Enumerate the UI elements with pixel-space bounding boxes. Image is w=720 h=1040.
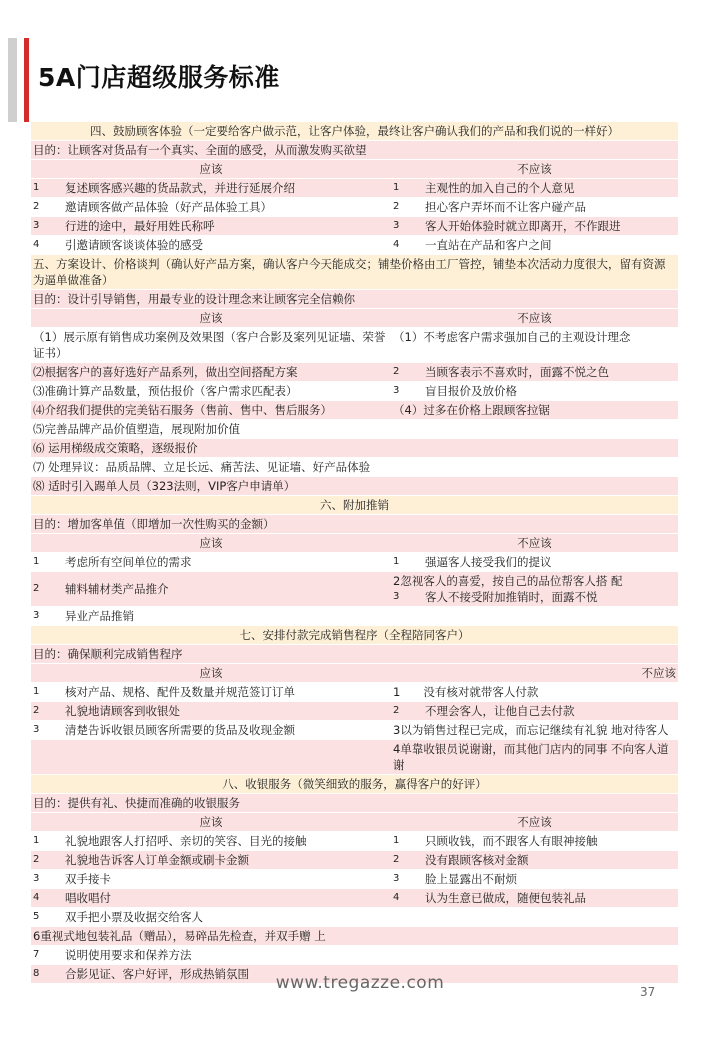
should-not-cell xyxy=(391,832,678,850)
item-number: 1 xyxy=(393,182,400,193)
should-not-cell xyxy=(391,851,678,869)
table-row xyxy=(31,832,678,851)
purpose-text: 五、方案设计、价格谈判（确认好产品方案，确认客户今天能成交；铺垫价格由工厂管控，铺垫本次活动力度很大，留有资源为逼单做准备） xyxy=(33,257,666,287)
item-text: 6重视式地包装礼品（赠品），易碎品先检查，并双手赠 上 xyxy=(33,929,326,943)
column-header-should-not: 不应该 xyxy=(517,536,552,550)
should-cell xyxy=(31,477,391,495)
item-text xyxy=(393,928,676,944)
item-text: 2忽视客人的喜爱，按自己的品位帮客人搭 配 xyxy=(393,574,623,588)
table-row xyxy=(31,496,678,515)
should-cell xyxy=(31,946,391,964)
item-text xyxy=(393,909,676,925)
table-row xyxy=(31,607,678,626)
should-not-cell xyxy=(391,927,678,945)
table-row xyxy=(31,721,678,740)
should-not-cell xyxy=(391,870,678,888)
item-line xyxy=(393,589,676,605)
item-number: 3 xyxy=(393,873,400,884)
column-header-should: 应该 xyxy=(199,815,223,829)
item-number: 2 xyxy=(33,583,40,594)
table-row xyxy=(31,794,678,813)
should-not-cell xyxy=(391,908,678,926)
should-not-cell xyxy=(391,198,678,216)
item-text: 认为生意已做成，随便包装礼品 xyxy=(425,891,586,905)
item-text xyxy=(393,440,676,456)
item-text xyxy=(393,608,676,624)
should-cell xyxy=(31,607,391,625)
item-text: 强逼客人接受我们的提议 xyxy=(425,555,552,569)
table-row xyxy=(31,382,678,401)
item-number: 7 xyxy=(33,949,40,960)
item-text: 清楚告诉收银员顾客所需要的货品及收现金额 xyxy=(65,723,295,737)
table-row xyxy=(31,515,678,534)
table-row xyxy=(31,572,678,607)
should-cell xyxy=(31,179,391,197)
item-number: 3 xyxy=(393,591,400,602)
should-not-cell xyxy=(391,702,678,720)
table-row xyxy=(31,198,678,217)
item-text: 考虑所有空间单位的需求 xyxy=(65,555,192,569)
item-text xyxy=(393,459,676,475)
should-cell xyxy=(31,702,391,720)
should-cell xyxy=(31,363,391,381)
table-row xyxy=(31,290,678,309)
table-row xyxy=(31,927,678,946)
table-row xyxy=(31,813,678,832)
item-text: 4单靠收银员说谢谢，而其他门店内的同事 不向客人道谢 xyxy=(393,742,669,772)
should-cell xyxy=(31,217,391,235)
should-not-cell xyxy=(391,458,678,476)
should-cell xyxy=(31,420,391,438)
table-row xyxy=(31,458,678,477)
should-not-cell xyxy=(391,420,678,438)
item-text: ⑶准确计算产品数量，预估报价（客户需求匹配表） xyxy=(33,384,298,398)
page-title: 5A门店超级服务标准 xyxy=(38,63,280,92)
should-not-cell xyxy=(391,236,678,254)
item-text: 3以为销售过程已完成，而忘记继续有礼貌 地对待客人 xyxy=(393,723,669,737)
item-text: 1 没有核对就带客人付款 xyxy=(393,685,539,699)
table-row xyxy=(31,870,678,889)
item-number: 3 xyxy=(33,220,40,231)
item-text: ⑷介绍我们提供的完美钻石服务（售前、售中、售后服务） xyxy=(33,403,332,417)
should-cell xyxy=(31,553,391,571)
table-row xyxy=(31,702,678,721)
item-text: 双手接卡 xyxy=(65,872,111,886)
table-row xyxy=(31,420,678,439)
should-not-cell xyxy=(391,179,678,197)
table-row xyxy=(31,889,678,908)
column-header-should-not: 不应该 xyxy=(517,815,552,829)
page-number: 37 xyxy=(640,985,656,999)
item-number: 1 xyxy=(33,182,40,193)
should-cell xyxy=(31,236,391,254)
purpose-text: 目的：提供有礼、快捷而准确的收银服务 xyxy=(33,796,240,810)
item-text: ⑻ 适时引入踢单人员（323法则，VIP客户申请单） xyxy=(33,479,296,493)
table-row xyxy=(31,740,678,775)
should-cell xyxy=(31,851,391,869)
table-row xyxy=(31,141,678,160)
table-row xyxy=(31,439,678,458)
item-number: 1 xyxy=(393,835,400,846)
item-text: 担心客户弄坏而不让客户碰产品 xyxy=(425,200,586,214)
item-text: 说明使用要求和保养方法 xyxy=(65,948,192,962)
should-cell xyxy=(31,382,391,400)
item-text: 一直站在产品和客户之间 xyxy=(425,238,552,252)
should-not-cell xyxy=(391,946,678,964)
should-cell xyxy=(31,458,391,476)
item-text: ⑸完善品牌产品价值塑造，展现附加价值 xyxy=(33,422,240,436)
item-text: 辅料辅材类产品推介 xyxy=(65,582,169,596)
item-text: 不理会客人，让他自己去付款 xyxy=(425,704,575,718)
column-header-should: 应该 xyxy=(199,162,223,176)
should-cell xyxy=(31,328,391,362)
table-row xyxy=(31,946,678,965)
table-row xyxy=(31,626,678,645)
item-number: 3 xyxy=(33,873,40,884)
column-header-should-not: 不应该 xyxy=(517,162,552,176)
item-text: 客人开始体验时就立即离开，不作跟进 xyxy=(425,219,621,233)
item-text: 邀请顾客做产品体验（好产品体验工具） xyxy=(65,200,272,214)
item-text: 礼貌地请顾客到收银处 xyxy=(65,704,180,718)
decor-gray-bar xyxy=(8,38,17,122)
should-not-cell xyxy=(391,477,678,495)
should-not-cell xyxy=(391,401,678,419)
table-row xyxy=(31,683,678,702)
item-text: ⑹ 运用梯级成交策略，逐级报价 xyxy=(33,441,198,455)
item-number: 3 xyxy=(33,724,40,735)
item-text: （1）展示原有销售成功案例及效果图（客户合影及案列见证墙、荣誉证书） xyxy=(33,330,386,360)
should-not-cell xyxy=(391,217,678,235)
item-number: 3 xyxy=(33,610,40,621)
item-text: 异业产品推销 xyxy=(65,609,134,623)
table-row xyxy=(31,534,678,553)
column-header-should: 应该 xyxy=(199,666,223,680)
should-not-cell xyxy=(391,382,678,400)
should-not-cell xyxy=(391,607,678,625)
item-text: 盲目报价及放价格 xyxy=(425,384,517,398)
item-number: 2 xyxy=(33,705,40,716)
table-row xyxy=(31,851,678,870)
table-row xyxy=(31,160,678,179)
column-header-should-not: 不应该 xyxy=(517,311,552,325)
item-number: 4 xyxy=(33,892,40,903)
should-not-cell xyxy=(391,572,678,606)
item-text: 主观性的加入自己的个人意见 xyxy=(425,181,575,195)
should-cell xyxy=(31,908,391,926)
purpose-text: 目的：设计引导销售，用最专业的设计理念来让顾客完全信赖你 xyxy=(33,292,355,306)
item-text: 引邀请顾客谈谈体验的感受 xyxy=(65,238,203,252)
item-number: 4 xyxy=(393,239,400,250)
section-heading: 四、鼓励顾客体验（一定要给客户做示范，让客户体验，最终让客户确认我们的产品和我们说的一样好） xyxy=(90,124,619,138)
item-number: 2 xyxy=(393,366,400,377)
item-text: 双手把小票及收据交给客人 xyxy=(65,910,203,924)
item-text: ⑺ 处理异议：品质品牌、立足长远、痛苦法、见证墙、好产品体验 xyxy=(33,460,371,474)
table-row xyxy=(31,122,678,141)
item-number: 4 xyxy=(33,239,40,250)
should-cell xyxy=(31,927,391,945)
decor-red-bar xyxy=(24,38,29,122)
footer-website: www.tregazze.com xyxy=(275,973,445,993)
table-row xyxy=(31,179,678,198)
should-cell xyxy=(31,683,391,701)
item-number: 2 xyxy=(393,201,400,212)
table-row xyxy=(31,309,678,328)
should-not-cell xyxy=(391,889,678,907)
should-cell xyxy=(31,721,391,739)
service-standard-table xyxy=(31,122,678,984)
item-number: 4 xyxy=(393,892,400,903)
purpose-text: 目的：确保顺利完成销售程序 xyxy=(33,647,183,661)
item-number: 1 xyxy=(33,686,40,697)
item-text: 唱收唱付 xyxy=(65,891,111,905)
item-text: 当顾客表示不喜欢时，面露不悦之色 xyxy=(425,365,609,379)
item-text: 只顾收钱，而不跟客人有眼神接触 xyxy=(425,834,598,848)
should-cell xyxy=(31,198,391,216)
column-header-should: 应该 xyxy=(199,536,223,550)
table-row xyxy=(31,401,678,420)
table-row xyxy=(31,363,678,382)
item-text: 没有跟顾客核对金额 xyxy=(425,853,529,867)
item-text: （4）过多在价格上跟顾客拉锯 xyxy=(393,403,550,417)
should-cell xyxy=(31,870,391,888)
item-text: 核对产品、规格、配件及数量并规范签订订单 xyxy=(65,685,295,699)
item-text: 礼貌地告诉客人订单金额或刷卡金额 xyxy=(65,853,249,867)
should-not-cell xyxy=(391,553,678,571)
table-row xyxy=(31,236,678,255)
item-number: 8 xyxy=(33,968,40,979)
should-cell xyxy=(31,401,391,419)
table-row xyxy=(31,645,678,664)
section-heading: 七、安排付款完成销售程序（全程陪同客户） xyxy=(239,628,470,642)
item-text: 脸上显露出不耐烦 xyxy=(425,872,517,886)
item-text xyxy=(393,478,676,494)
item-text: ⑵根据客户的喜好选好产品系列，做出空间搭配方案 xyxy=(33,365,298,379)
table-row xyxy=(31,328,678,363)
table-row xyxy=(31,664,678,683)
item-number: 1 xyxy=(33,835,40,846)
item-text xyxy=(393,421,676,437)
should-cell xyxy=(31,832,391,850)
item-number: 3 xyxy=(393,220,400,231)
item-number: 1 xyxy=(393,556,400,567)
item-number: 2 xyxy=(393,705,400,716)
item-number: 2 xyxy=(393,854,400,865)
column-header-should-not: 不应该 xyxy=(641,666,676,680)
table-row xyxy=(31,217,678,236)
item-number: 1 xyxy=(33,556,40,567)
table-row xyxy=(31,477,678,496)
item-number: 3 xyxy=(393,385,400,396)
should-cell xyxy=(31,572,391,606)
table-row xyxy=(31,255,678,290)
should-not-cell xyxy=(391,363,678,381)
should-not-cell xyxy=(391,439,678,457)
table-row xyxy=(31,908,678,927)
column-header-should: 应该 xyxy=(199,311,223,325)
item-text xyxy=(33,741,389,773)
item-text: 礼貌地跟客人打招呼、亲切的笑容、目光的接触 xyxy=(65,834,307,848)
table-row xyxy=(31,775,678,794)
should-not-cell xyxy=(391,740,678,774)
purpose-text: 目的：增加客单值（即增加一次性购买的金额） xyxy=(33,517,275,531)
should-not-cell xyxy=(391,683,678,701)
should-cell xyxy=(31,439,391,457)
item-number: 2 xyxy=(33,854,40,865)
item-text: 行进的途中，最好用姓氏称呼 xyxy=(65,219,215,233)
should-cell xyxy=(31,740,391,774)
item-number: 5 xyxy=(33,911,40,922)
section-heading: 八、收银服务（微笑细致的服务，赢得客户的好评） xyxy=(222,777,487,791)
should-not-cell xyxy=(391,328,678,362)
section-heading: 六、附加推销 xyxy=(320,498,389,512)
item-text xyxy=(393,947,676,963)
item-text: （1）不考虑客户需求强加自己的主观设计理念 xyxy=(393,330,631,344)
should-cell xyxy=(31,889,391,907)
table-row xyxy=(31,553,678,572)
purpose-text: 目的：让顾客对货品有一个真实、全面的感受，从而激发购买欲望 xyxy=(33,143,367,157)
item-number: 2 xyxy=(33,201,40,212)
should-not-cell xyxy=(391,721,678,739)
item-text: 复述顾客感兴趣的货品款式，并进行延展介绍 xyxy=(65,181,295,195)
item-text: 客人不接受附加推销时，面露不悦 xyxy=(425,590,598,604)
item-text: 合影见证、客户好评，形成热销氛围 xyxy=(65,967,249,981)
